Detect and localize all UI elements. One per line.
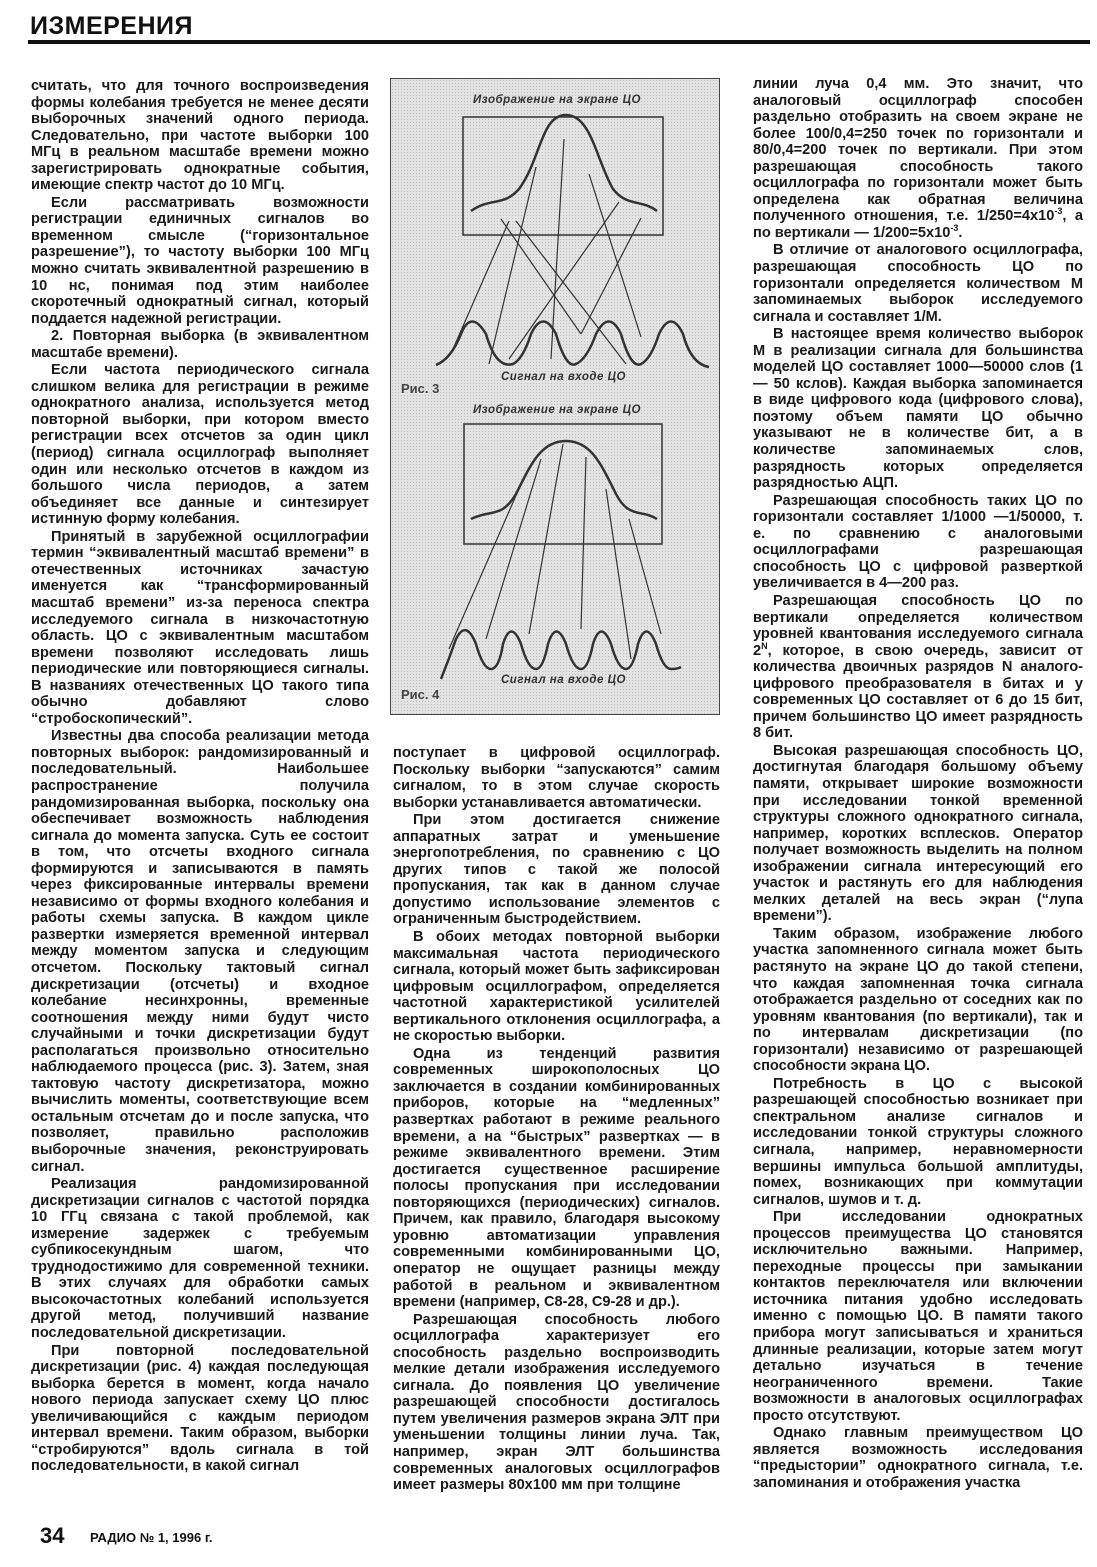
fig3-arrow	[589, 174, 641, 337]
paragraph: Разрешающая способность любого осциллографа характеризует его способность раздельно воспроизводить мелкие детали изображения исследуемого сигнала. До появления ЦО увеличение разрешающей способности достигалось путем увеличения размеров экрана ЭЛТ при уменьшении толщины линии луча. Так, например, экран ЭЛТ большинства современных аналоговых осциллографов имеет размеры 80х100 мм при толщине	[393, 1311, 720, 1494]
paragraph: поступает в цифровой осциллограф. Поскольку выборки “запускаются” самим сигналом, то в этом случае скорость выборки устанавливается автоматически.	[393, 745, 720, 811]
paragraph: Потребность в ЦО с высокой разрешающей способностью возникает при спектральном анализе сигналов и исследовании тонкой структуры сложного сигнала, например, неравномерности вершины импульса большой амплитуды, помех, возникающих при коммутации сигналов, шумов и т. д.	[753, 1075, 1083, 1208]
fig3-screen-rect	[463, 117, 663, 235]
page-number: 34	[40, 1523, 65, 1548]
paragraph: Если частота периодического сигнала слишком велика для регистрации в режиме однократного анализа, используется метод повторной выборки, при котором вместо регистрации всех отсчетов за один цикл (период) сигнала осциллограф выполняет один или несколько отсчетов в каждом из большого числа периодов, а затем объединяет все данные и синтезирует истинную форму колебания.	[31, 362, 369, 528]
figure-3-diagram	[436, 115, 709, 367]
text: линии луча 0,4 мм. Это значит, что аналоговый осциллограф способен раздельно отобразить на своем экране не более 100/0,4=250 точек по горизонтали и 80/0,4=200 точек по вертикали. При этом разрешающая способность такого осциллографа по горизонтали может быть определена как обратная величина полученного отношения, т.е. 1/250=4х10	[753, 76, 1083, 225]
exponent: -3	[1054, 206, 1063, 217]
paragraph: При этом достигается снижение аппаратных затрат и уменьшение энергопотребления, по сравнению с ЦО других типов с такой же полосой пропускания, так как в данном случае допустимо использование элементов с ограниченным быстродействием.	[393, 812, 720, 928]
paragraph: Принятый в зарубежной осциллографии термин “эквивалентный масштаб времени” в отечественных источниках зачастую именуется как “трансформированный масштаб времени” из-за переноса спектра исследуемого сигнала в низкочастотную область. ЦО с эквивалентным масштабом времени позволяют исследовать лишь периодические или повторяющиеся сигналы. В названиях отечественных ЦО такого типа обычно добавляют слово “стробоскопический”.	[31, 528, 369, 727]
text: Разрешающая способность ЦО по вертикали определяется количеством уровней квантования исследуемого сигнала 2	[753, 592, 1083, 659]
fig4-screen-curve	[471, 441, 657, 519]
paragraph: В отличие от аналогового осциллографа, разрешающая способность ЦО по горизонтали определяется количеством М запоминаемых выборок исследуемого сигнала и составляет 1/М.	[753, 242, 1083, 325]
paragraph: Однако главным преимуществом ЦО является возможность исследования “предыстории” однократного сигнала, т.е. запоминания и отображения участка	[753, 1425, 1083, 1491]
paragraph: Если рассматривать возможности регистрации единичных сигналов во временном смысле (“горизонтальное разрешение”), то частоту выборки 100 МГц можно считать эквивалентной разрешению в 10 нс, понимая под этим наиболее скоротечный однократный сигнал, который поддается надежной регистрации.	[31, 194, 369, 327]
fig3-arrow	[453, 221, 509, 349]
fig4-arrow	[529, 444, 563, 634]
fig3-arrow	[551, 139, 564, 359]
subsection-heading: 2. Повторная выборка (в эквивалентном масштабе времени).	[31, 328, 369, 361]
paragraph: Таким образом, изображение любого участка запомненного сигнала может быть растянуто на экране ЦО до такой степени, что каждая запомненная точка сигнала отображается раздельно от соседних как по уровням квантования (по вертикали), так и по интервалам дискретизации (по горизонтали) независимо от разрешающей способности экрана ЦО.	[753, 925, 1083, 1075]
figures-drawing	[391, 79, 719, 714]
paragraph: В настоящее время количество выборок М в реализации сигнала для большинства моделей ЦО составляет 1000—50000 слов (1 — 50 кслов). Каждая выборка запоминается в виде цифрового кода (цифрового слова), поэтому объем памяти ЦО обычно указывают не в количестве бит, а в количестве запоминаемых слов, разрядность которых определяется разрядностью АЦП.	[753, 326, 1083, 492]
article-column-2	[393, 745, 720, 1495]
text: , а по вертикали — 1/200=5х10	[753, 208, 1083, 241]
exponent: N	[761, 640, 768, 651]
text: , которое, в свою очередь, зависит от количества двоичных разрядов N аналого-цифрового преобразователя в битах и у современных ЦО составляет от 6 до 15 бит, причем большинство ЦО имеет разрядность 8 бит.	[753, 642, 1083, 742]
fig4-arrow	[449, 484, 521, 649]
paragraph: В обоих методах повторной выборки максимальная частота периодического сигнала, который может быть зафиксирован цифровым осциллографом, определяется частотной характеристикой усилителей вертикального отклонения осциллографа, а не скоростью выборки.	[393, 929, 720, 1045]
paragraph	[753, 593, 1083, 742]
fig3-arrows	[453, 139, 641, 364]
fig4-label: Рис. 4	[401, 687, 440, 702]
magazine-issue: РАДИО № 1, 1996 г.	[90, 1530, 213, 1545]
fig3-arrow	[516, 221, 626, 364]
figure-4-diagram	[441, 424, 681, 679]
paragraph: Известны два способа реализации метода повторных выборок: рандомизированный и последовательный. Наибольшее распространение получила рандомизированная выборка, поскольку она обеспечивает возможность наблюдения сигнала до момента запуска. Суть ее состоит в том, что отсчеты входного сигнала формируются и записываются в память через фиксированные интервалы времени независимо от формы входного колебания и работы схемы запуска. В каждом цикле развертки измеряется временной интервал между моментом запуска и следующим отсчетом. Поскольку тактовый сигнал дискретизации (отсчеты) и входное колебание несинхронны, временные соотношения между ними будут чисто случайными и точки дискретизации будут располагаться произвольно относительно наблюдаемого процесса (рис. 3). Затем, зная тактовую частоту дискретизатора, можно вычислить моменты, соответствующие всем остальным отсчетам до и после запуска, что позволяет, правильно расположив выборочные значения, реконструировать сигнал.	[31, 728, 369, 1175]
paragraph: Разрешающая способность таких ЦО по горизонтали составляет 1/1000 —1/50000, т. е. по сравнению с аналоговыми осциллографами разрешающая способность ЦО с цифровой разверткой увеличивается в 4—200 раз.	[753, 492, 1083, 592]
paragraph: При повторной последовательной дискретизации (рис. 4) каждая последующая выборка берется в момент, когда начало нового периода запускает схему ЦО плюс увеличивающийся с каждым периодом интервал времени. Таким образом, выборки “стробируются” вдоль сигнала в той последовательности, в какой сигнал	[31, 1342, 369, 1475]
fig3-arrow	[501, 219, 581, 334]
article-column-3	[753, 76, 1083, 1492]
paragraph: считать, что для точного воспроизведения формы колебания требуется не менее десяти выборочных значений одного периода. Следовательно, при частоте выборки 100 МГц в реальном масштабе времени можно зарегистрировать однократные события, имеющие спектр частот до 10 МГц.	[31, 78, 369, 194]
paragraph: Одна из тенденций развития современных широкополосных ЦО заключается в создании комбинированных приборов, которые на “медленных” развертках работают в режиме реального времени, а на “быстрых” развертках — в режиме эквивалентного времени. Этим достигается существенное расширение полосы пропускания при исследовании повторяющихся (периодических) сигналов. Причем, как правило, благодаря высокому уровню автоматизации управления современными комбинированными ЦО, оператор не ощущает разницы между работой в реальном и эквивалентном времени (например, С8-28, С9-28 и др.).	[393, 1045, 720, 1311]
fig4-input-signal	[441, 630, 681, 679]
figure-box	[390, 78, 720, 715]
exponent: -3	[950, 223, 959, 234]
text: .	[958, 224, 963, 241]
fig4-arrow	[606, 489, 631, 659]
paragraph	[753, 76, 1083, 241]
fig4-top-caption: Изображение на экране ЦО	[473, 404, 641, 416]
paragraph: При исследовании однократных процессов преимущества ЦО становятся исключительно важными. Например, переходные процессы при замыкании контактов переключателя или включении источника питания удобно исследовать именно с помощью ЦО. В памяти такого прибора могут записываться и храниться длинные реализации, которые затем могут детально изучаться в течение неограниченного времени. Такие возможности в аналоговых осциллографах просто отсутствуют.	[753, 1209, 1083, 1424]
fig4-arrow	[629, 519, 661, 634]
fig3-bottom-caption: Сигнал на входе ЦО	[501, 371, 626, 383]
header-rule	[28, 40, 1090, 44]
fig3-arrow	[509, 202, 619, 359]
section-title: ИЗМЕРЕНИЯ	[30, 12, 193, 40]
fig3-label: Рис. 3	[401, 381, 440, 396]
fig4-arrows	[449, 444, 661, 659]
paragraph: Реализация рандомизированной дискретизации сигналов с частотой порядка 10 ГГц связана с такой проблемой, как измерение задержек с требуемым субпикосекундным шагом, что труднодостижимо для современной техники. В этих случаях для обработки самых высокочастотных колебаний используется другой метод, получивший название последовательной дискретизации.	[31, 1176, 369, 1342]
paragraph: Высокая разрешающая способность ЦО, достигнутая благодаря большому объему памяти, открывает широкие возможности при исследовании тонкой временной структуры сложного однократного сигнала, например, коротких всплесков. Оператор получает возможность выделить на полном изображении сигнала интересующий его участок и растянуть его для наблюдения мелких деталей на весь экран (“лупа времени”).	[753, 742, 1083, 925]
fig3-input-signal	[436, 322, 709, 368]
fig4-bottom-caption: Сигнал на входе ЦО	[501, 674, 626, 686]
fig3-screen-curve	[471, 115, 657, 211]
fig3-top-caption: Изображение на экране ЦО	[473, 94, 641, 106]
article-column-1	[31, 78, 369, 1476]
fig4-arrow	[581, 457, 586, 629]
